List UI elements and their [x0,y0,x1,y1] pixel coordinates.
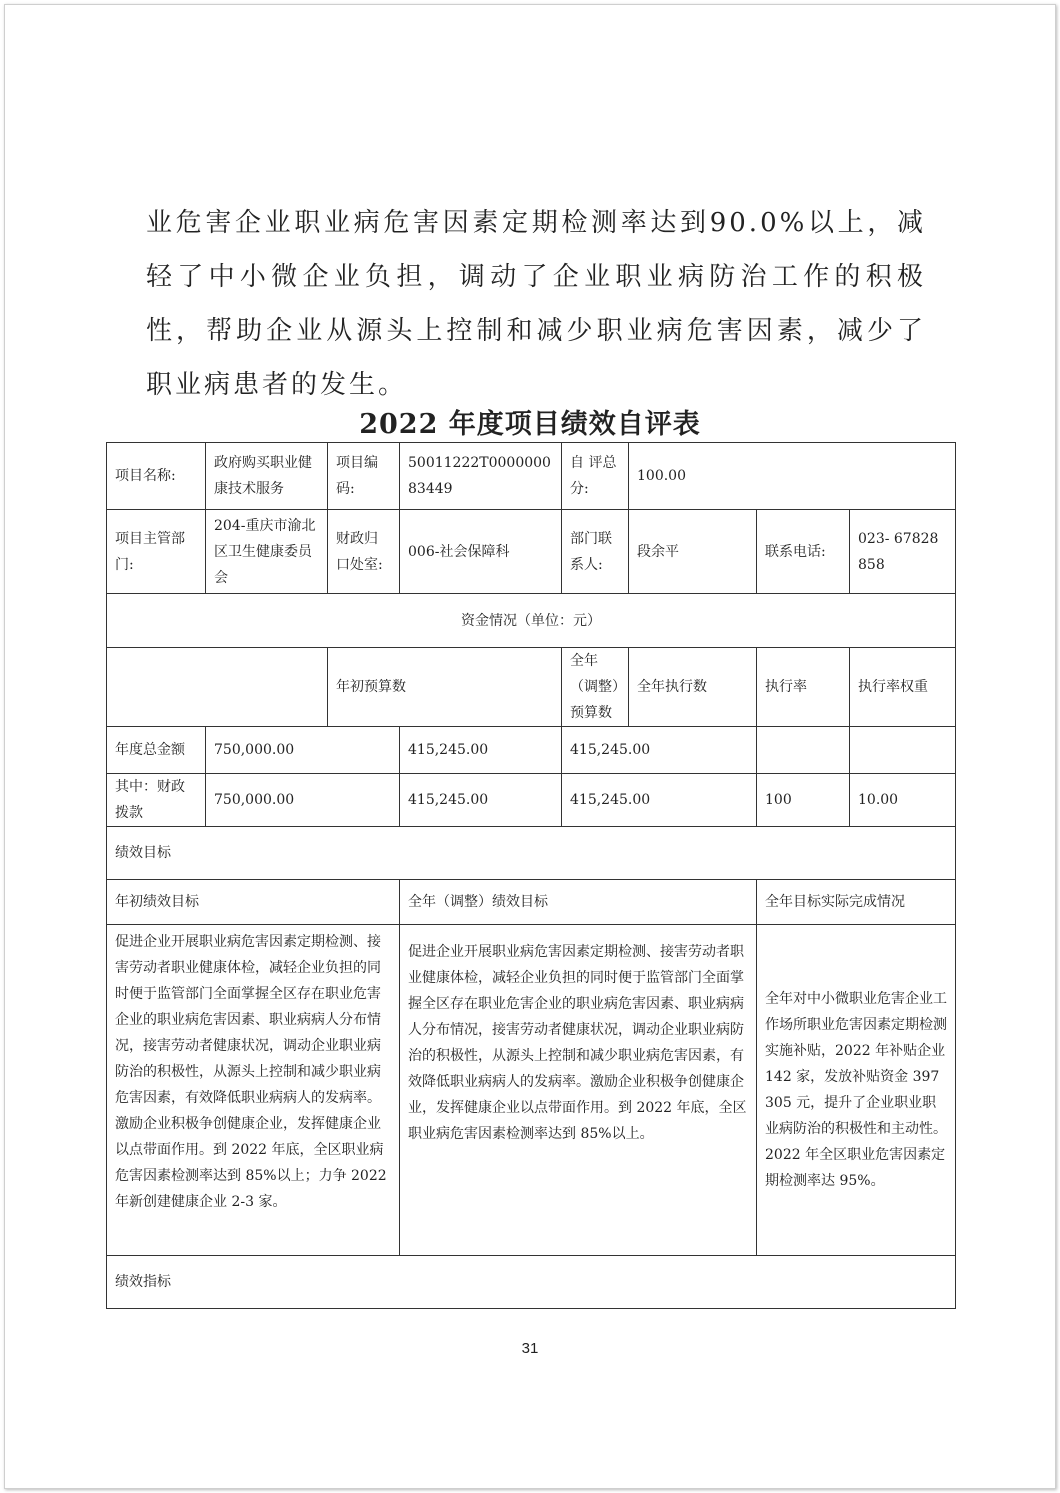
funds-cell: 10.00 [850,774,956,827]
goals-section-label: 绩效目标 [107,827,956,880]
body-paragraph: 业危害企业职业病危害因素定期检测率达到90.0%以上，减轻了中小微企业负担，调动了企业职业病防治工作的积极性，帮助企业从源头上控制和减少职业病危害因素，减少了职业病患者的发生。 [146,208,926,400]
funds-cell: 415,245.00 [562,774,757,827]
table-title: 2022 年度项目绩效自评表 [359,409,701,440]
funds-row-total [107,727,956,774]
funds-cell: 415,245.00 [400,774,562,827]
finance-value: 006-社会保障科 [400,510,562,594]
funds-header-0 [107,648,328,727]
phone-value: 023- 67828858 [850,510,956,594]
project-name-label: 项目名称: [107,443,206,510]
indicators-label: 绩效指标 [107,1256,956,1309]
funds-header-5: 执行率权重 [850,648,956,727]
goals-header-row [107,880,956,925]
goals-body-row [107,925,956,1256]
dept-label: 项目主管部门: [107,510,206,594]
contact-label: 部门联系人: [562,510,629,594]
funds-row-fiscal [107,774,956,827]
project-code: 50011222T000000083449 [400,443,562,510]
page-number: 31 [521,1340,539,1357]
goals-col1-header: 年初绩效目标 [107,880,400,925]
funds-cell [757,727,850,774]
funds-header-4: 执行率 [757,648,850,727]
finance-label: 财政归口处室: [328,510,400,594]
dept-value: 204-重庆市渝北区卫生健康委员会 [206,510,328,594]
contact-value: 段余平 [629,510,757,594]
funds-row-label: 年度总金额 [107,727,206,774]
funds-header-row [107,648,956,727]
funds-title-row [107,594,956,648]
funds-header-3: 全年执行数 [629,648,757,727]
funds-row-label: 其中：财政拨款 [107,774,206,827]
info-row-project [107,443,956,510]
score-label: 自 评总分: [562,443,629,510]
funds-cell: 750,000.00 [206,727,400,774]
funds-header-2: 全年（调整）预算数 [562,648,629,727]
project-name: 政府购买职业健康技术服务 [206,443,328,510]
funds-header-1: 年初预算数 [328,648,562,727]
score-value: 100.00 [629,443,956,510]
goals-completion-text: 全年对中小微职业危害企业工作场所职业危害因素定期检测实施补贴，2022 年补贴企业 142 家，发放补贴资金 397305 元，提升了企业职业职业病防治的积极性和主动性。2022 年全区职业危害因素定期检测率达 95%。 [757,925,956,1256]
funds-cell: 415,245.00 [562,727,757,774]
project-code-label: 项目编码: [328,443,400,510]
evaluation-table [106,442,956,1309]
goals-adjusted-text: 促进企业开展职业病危害因素定期检测、接害劳动者职业健康体检，减轻企业负担的同时便于监管部门全面掌握全区存在职业危害企业的职业病危害因素、职业病病人分布情况，接害劳动者健康状况，调动企业职业病防治的积极性，从源头上控制和减少职业病危害因素，有效降低职业病病人的发病率。激励企业积极争创健康企业，发挥健康企业以点带面作用。到 2022 年底，全区职业病危害因素检测率达到 85%以上。 [400,925,757,1256]
indicators-row [107,1256,956,1309]
goals-section-row [107,827,956,880]
funds-cell: 100 [757,774,850,827]
goals-initial-text: 促进企业开展职业病危害因素定期检测、接害劳动者职业健康体检，减轻企业负担的同时便于监管部门全面掌握全区存在职业危害企业的职业病危害因素、职业病病人分布情况，接害劳动者健康状况，调动企业职业病防治的积极性，从源头上控制和减少职业病危害因素，有效降低职业病病人的发病率。激励企业积极争创健康企业，发挥健康企业以点带面作用。到 2022 年底，全区职业病危害因素检测率达到 85%以上；力争 2022 年新创建健康企业 2-3 家。 [107,925,400,1256]
goals-col3-header: 全年目标实际完成情况 [757,880,956,925]
funds-cell: 415,245.00 [400,727,562,774]
funds-title: 资金情况（单位：元） [107,594,956,648]
phone-label: 联系电话: [757,510,850,594]
goals-col2-header: 全年（调整）绩效目标 [400,880,757,925]
info-row-department [107,510,956,594]
funds-cell [850,727,956,774]
funds-cell: 750,000.00 [206,774,400,827]
